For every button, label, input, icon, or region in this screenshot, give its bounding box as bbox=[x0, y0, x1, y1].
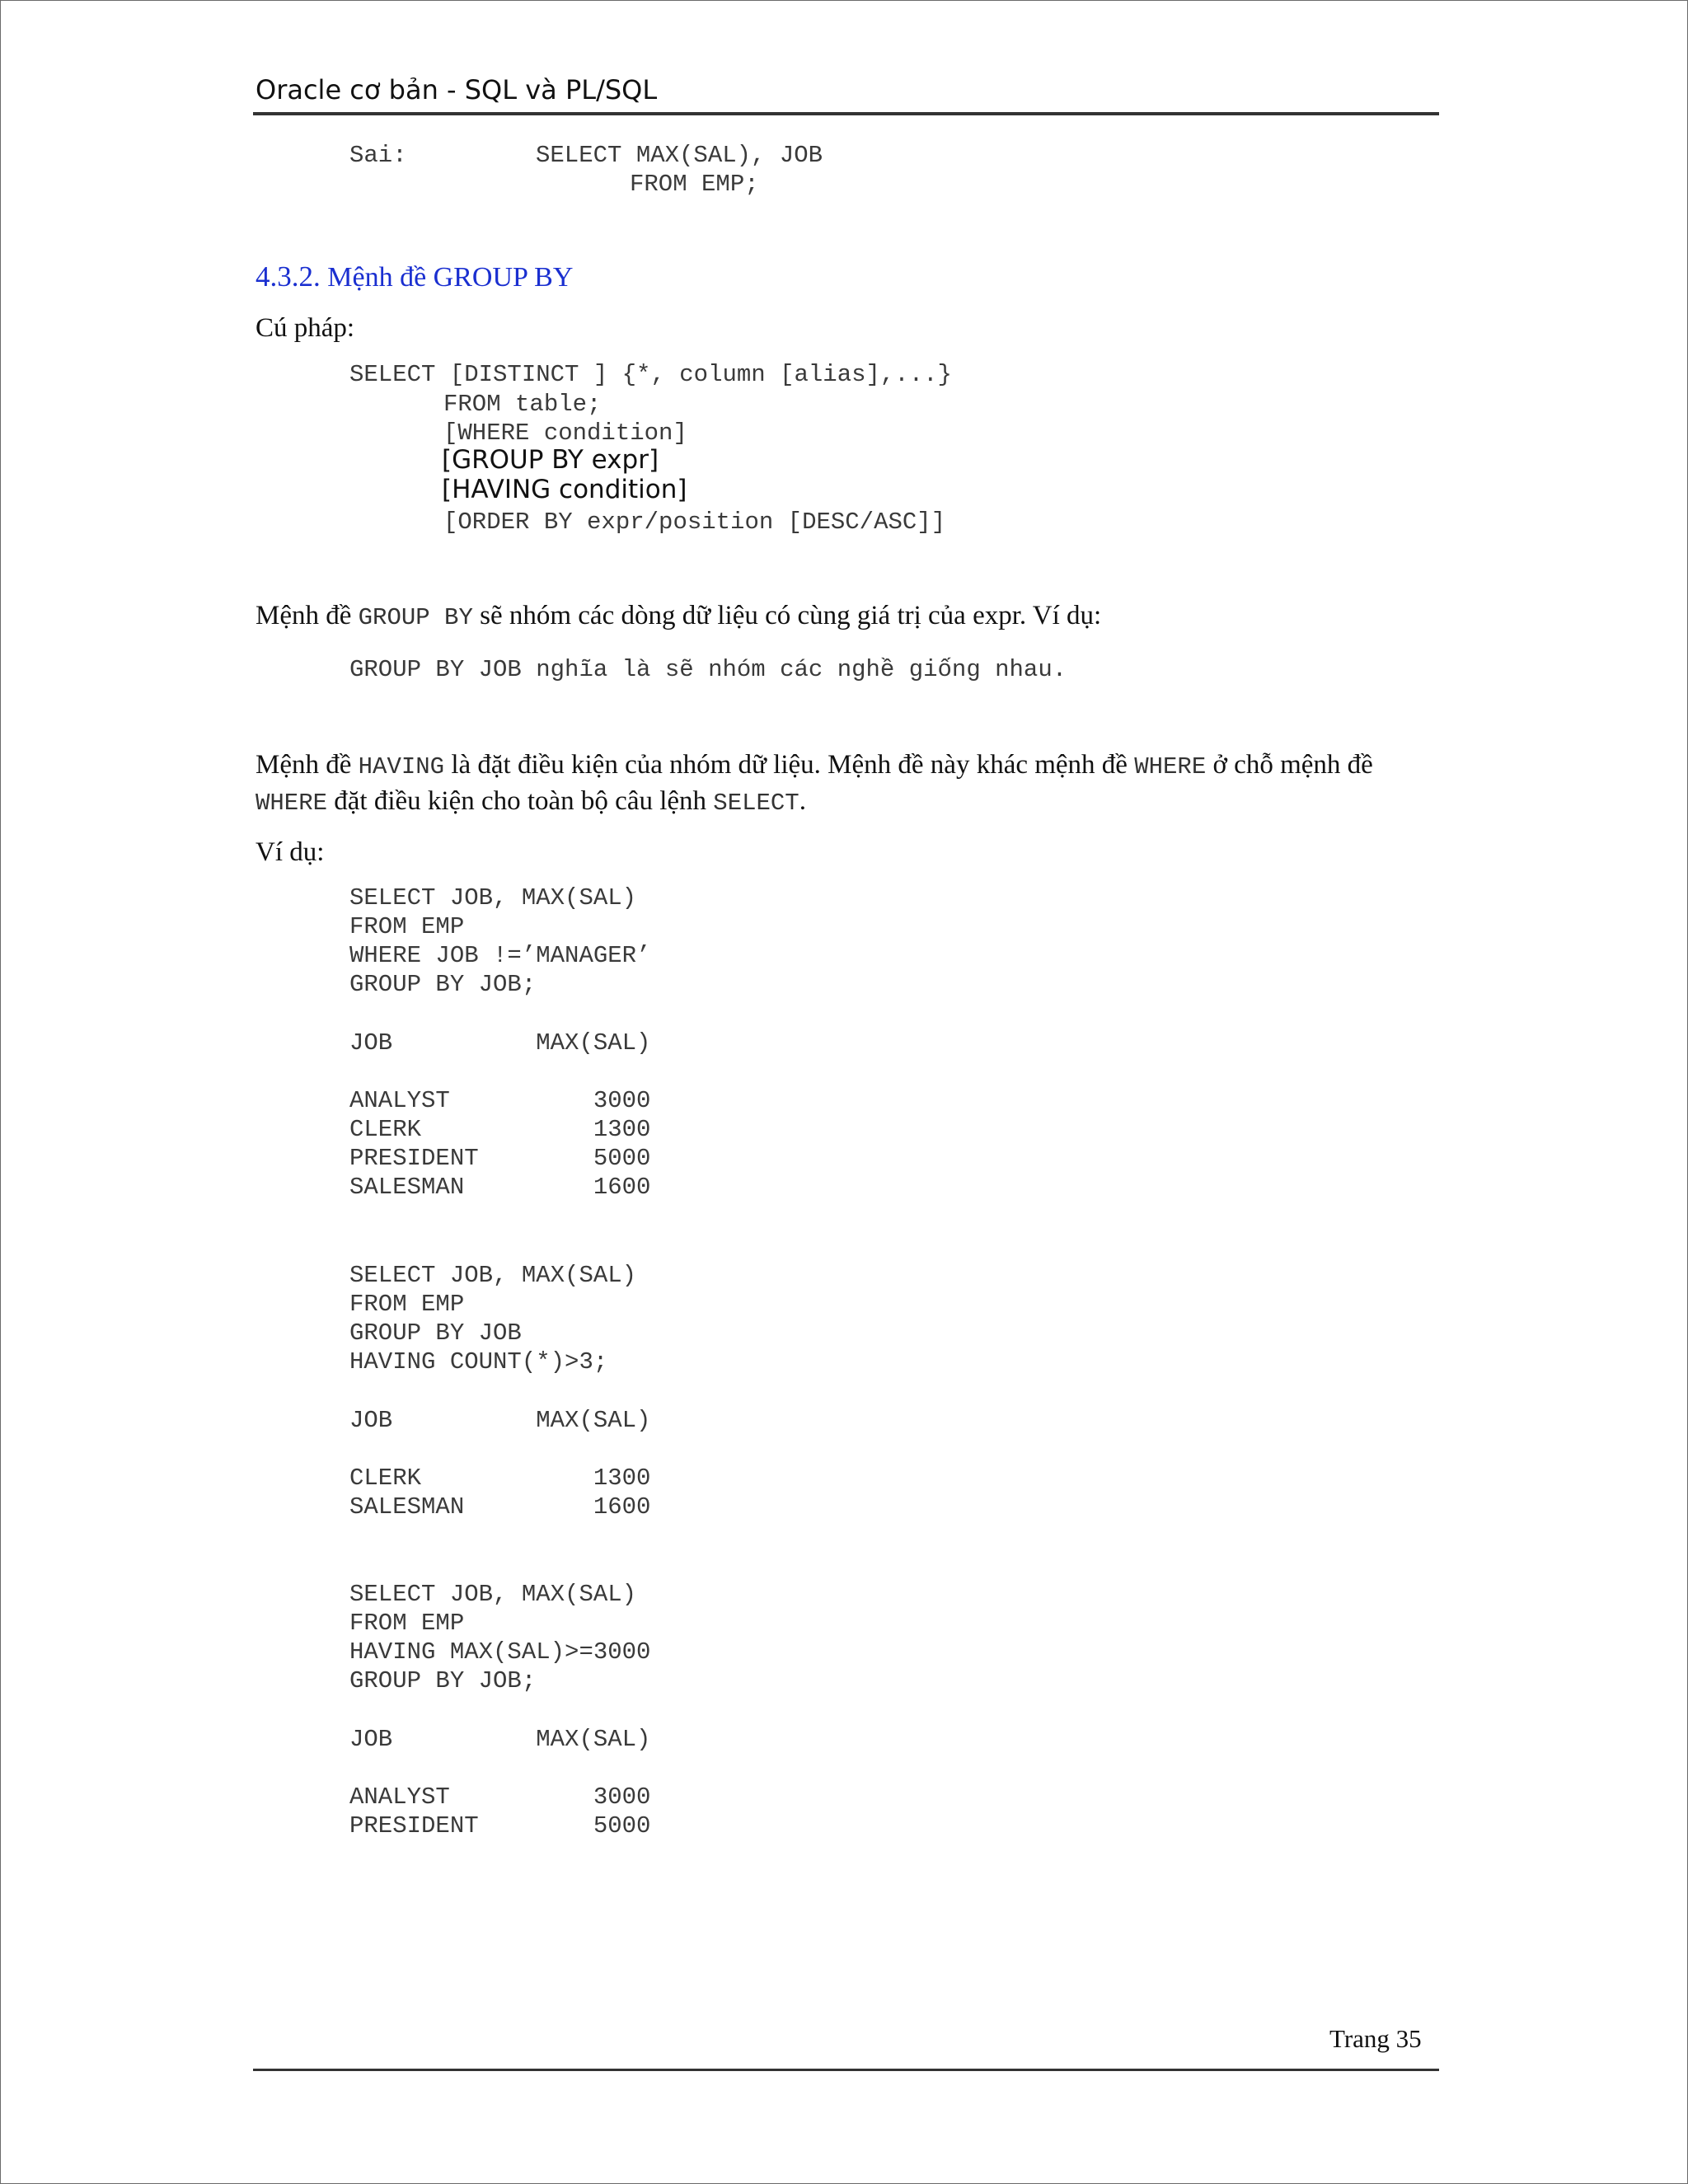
syntax-line-1: SELECT [DISTINCT ] {*, column [alias],...} bbox=[349, 361, 952, 388]
section-heading bbox=[256, 260, 573, 293]
having-code-2: WHERE bbox=[1134, 753, 1207, 780]
header-rule bbox=[253, 112, 1439, 115]
having-text-1: Mệnh đề bbox=[256, 750, 359, 780]
sai-label: Sai: bbox=[349, 142, 407, 169]
sai-code-line-2: FROM EMP; bbox=[630, 171, 759, 198]
having-text-5: . bbox=[799, 786, 806, 816]
syntax-line-4: [GROUP BY expr] bbox=[442, 445, 659, 475]
having-code-3: WHERE bbox=[256, 790, 328, 817]
having-paragraph-line-2 bbox=[256, 784, 806, 821]
having-text-3: ở chỗ mệnh đề bbox=[1206, 750, 1373, 780]
groupby-paragraph bbox=[256, 598, 1101, 635]
footer-rule bbox=[253, 2069, 1439, 2071]
sai-code-line-1: SELECT MAX(SAL), JOB bbox=[536, 142, 823, 169]
having-text-4: đặt điều kiện cho toàn bộ câu lệnh bbox=[327, 786, 714, 816]
having-code-4: SELECT bbox=[713, 790, 799, 817]
example-3-result: JOB MAX(SAL) ANALYST 3000 PRESIDENT 5000 bbox=[349, 1726, 651, 1840]
example-label: Ví dụ: bbox=[256, 837, 325, 867]
section-title: Mệnh đề GROUP BY bbox=[320, 262, 574, 293]
page-number: Trang 35 bbox=[1329, 2024, 1422, 2053]
example-2-query: SELECT JOB, MAX(SAL) FROM EMP GROUP BY JOB HAVING COUNT(*)>3; bbox=[349, 1262, 637, 1376]
syntax-label: Cú pháp: bbox=[256, 313, 355, 343]
groupby-example: GROUP BY JOB nghĩa là sẽ nhóm các nghề giống nhau. bbox=[349, 656, 1067, 683]
example-3-query: SELECT JOB, MAX(SAL) FROM EMP HAVING MAX(SAL)>=3000 GROUP BY JOB; bbox=[349, 1581, 651, 1694]
groupby-code: GROUP BY bbox=[358, 604, 473, 631]
having-code-1: HAVING bbox=[358, 753, 445, 780]
example-2-result: JOB MAX(SAL) CLERK 1300 SALESMAN 1600 bbox=[349, 1407, 651, 1521]
syntax-line-2: FROM table; bbox=[443, 391, 602, 418]
example-1-query: SELECT JOB, MAX(SAL) FROM EMP WHERE JOB !=’MANAGER’ GROUP BY JOB; bbox=[349, 884, 651, 998]
groupby-text-2: sẽ nhóm các dòng dữ liệu có cùng giá trị của expr. Ví dụ: bbox=[472, 601, 1102, 630]
having-text-2: là đặt điều kiện của nhóm dữ liệu. Mệnh đề này khác mệnh đề bbox=[444, 750, 1135, 780]
syntax-line-6: [ORDER BY expr/position [DESC/ASC]] bbox=[443, 509, 946, 536]
page-header-title: Oracle cơ bản - SQL và PL/SQL bbox=[256, 74, 658, 105]
syntax-line-3: [WHERE condition] bbox=[443, 419, 687, 447]
groupby-text-1: Mệnh đề bbox=[256, 601, 359, 630]
syntax-line-5: [HAVING condition] bbox=[442, 475, 687, 504]
having-paragraph-line-1 bbox=[256, 748, 1373, 785]
section-number: 4.3.2. bbox=[256, 260, 321, 293]
example-1-result: JOB MAX(SAL) ANALYST 3000 CLERK 1300 PRESIDENT 5000 SALESMAN 1600 bbox=[349, 1029, 651, 1201]
